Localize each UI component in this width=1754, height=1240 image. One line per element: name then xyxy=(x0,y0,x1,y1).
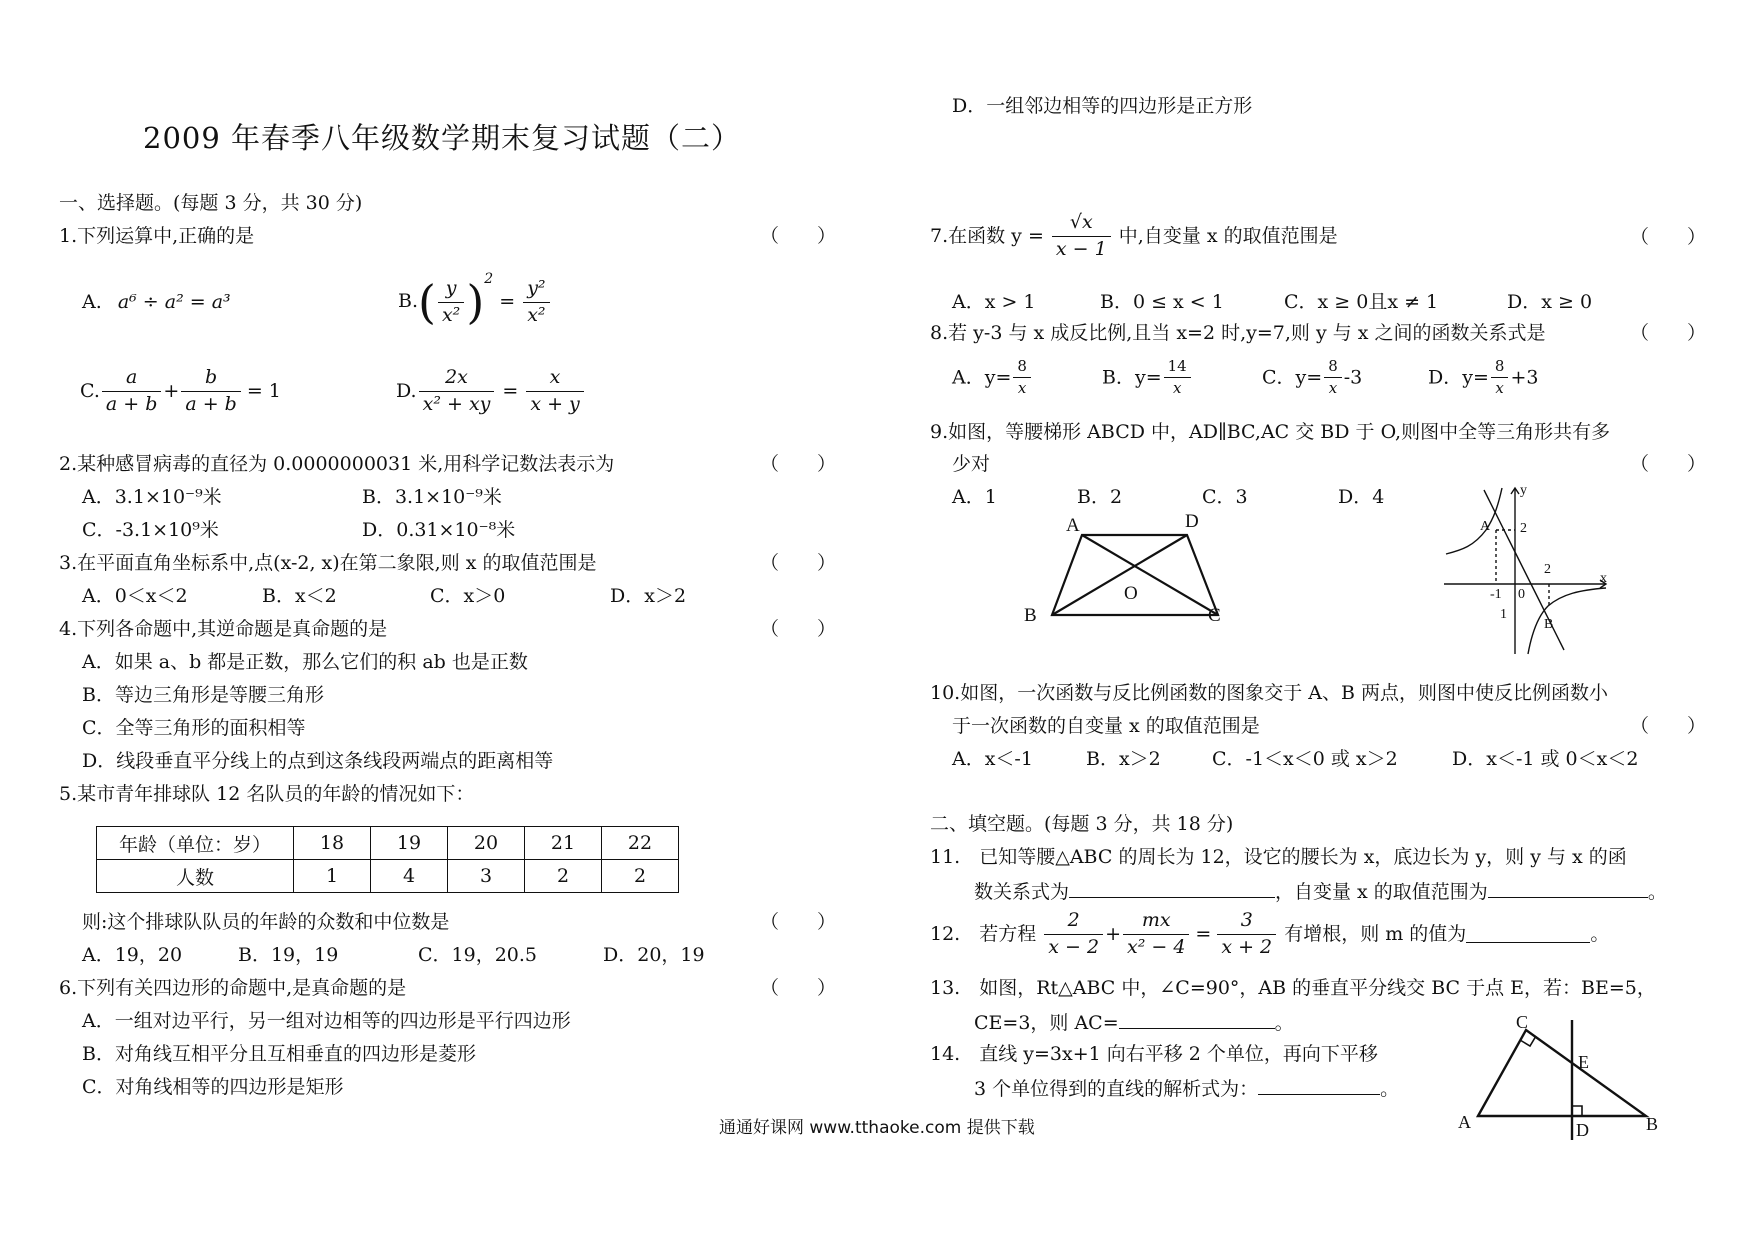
q2-answer-paren: （ ） xyxy=(760,453,837,475)
q11-blank-range xyxy=(1488,881,1648,898)
right-triangle-figure xyxy=(1450,1012,1660,1142)
q4-option-c: C．全等三角形的面积相等 xyxy=(82,717,306,739)
q6-answer-paren: （ ） xyxy=(760,977,837,999)
q1-option-b: B.( $\frac{y}{\text{x²}}$ )$^2$ = $\frac{\text{y²}}{\text{x²}}$ xyxy=(398,272,552,326)
table-cell: 2 xyxy=(525,860,602,893)
graph-label-b: B xyxy=(1544,617,1554,632)
fig-label-a: A xyxy=(1066,515,1080,536)
q7-option-b: B．0 ≤ x < 1 xyxy=(1100,291,1224,313)
q6-option-b: B．对角线互相平分且互相垂直的四边形是菱形 xyxy=(82,1043,476,1065)
graph-tick-2-x: 2 xyxy=(1544,562,1551,577)
q10-stem-line2: 于一次函数的自变量 x 的取值范围是 xyxy=(952,715,1260,737)
q9-answer-paren: （ ） xyxy=(1630,453,1707,475)
q1-a-label: A. xyxy=(82,291,102,313)
q5-stem: 5.某市青年排球队 12 名队员的年龄的情况如下： xyxy=(59,783,475,805)
table-cell: 2 xyxy=(602,860,679,893)
q8-option-b: B．y= $\frac{14}{x}$ xyxy=(1102,358,1193,398)
q8-option-d: D．y= $\frac{8}{x}$ +3 xyxy=(1428,357,1539,398)
q9-stem-line1: 9.如图，等腰梯形 ABCD 中，AD∥BC,AC 交 BD 于 O,则图中全等三角形共有多 xyxy=(930,421,1611,443)
q4-option-a: A．如果 a、b 都是正数，那么它们的积 ab 也是正数 xyxy=(82,651,528,673)
graph-tick-2: 2 xyxy=(1520,521,1527,536)
q1-b-label: B. xyxy=(398,290,419,312)
q6-stem: 6.下列有关四边形的命题中,是真命题的是 xyxy=(59,977,407,999)
q10-option-d: D．x＜-1 或 0＜x＜2 xyxy=(1452,748,1639,770)
graph-label-a: A xyxy=(1480,519,1491,534)
q8-option-c: C．y= $\frac{8}{x}$ -3 xyxy=(1262,357,1363,398)
q5-option-a: A．19，20 xyxy=(82,944,183,966)
q10-option-a: A．x＜-1 xyxy=(952,748,1033,770)
graph-x-label: x xyxy=(1600,571,1607,586)
q1-a-expr: a⁶ ÷ a² = a³ xyxy=(117,291,231,313)
q9-option-b: B．2 xyxy=(1077,486,1123,508)
table-cell: 1 xyxy=(294,860,371,893)
q5-question: 则:这个排球队队员的年龄的众数和中位数是 xyxy=(82,911,450,933)
q1-b-frac: $\frac{y}{\text{x²}}$ xyxy=(438,278,464,327)
q4-option-d: D．线段垂直平分线上的点到这条线段两端点的距离相等 xyxy=(82,750,554,772)
table-row xyxy=(97,860,679,893)
q1-answer-paren: （ ） xyxy=(760,225,837,247)
tri-label-a: A xyxy=(1458,1112,1471,1132)
table-cell: 21 xyxy=(525,827,602,860)
q1-option-c: C. $\frac{a}{a + b}$ + $\frac{b}{a + b}$ = 1 xyxy=(80,366,281,415)
q7-option-d: D．x ≥ 0 xyxy=(1507,291,1593,313)
table-cell: 3 xyxy=(448,860,525,893)
q5-option-d: D．20，19 xyxy=(603,944,705,966)
q1-option-a xyxy=(82,293,231,312)
q6-option-d: D．一组邻边相等的四边形是正方形 xyxy=(952,95,1253,117)
q2-option-c: C．-3.1×10⁹米 xyxy=(82,519,219,541)
q6-option-a: A．一组对边平行，另一组对边相等的四边形是平行四边形 xyxy=(82,1010,571,1032)
q8-stem: 8.若 y-3 与 x 成反比例,且当 x=2 时,y=7,则 y 与 x 之间的函数关系式是 xyxy=(930,322,1546,344)
q1-b-power: 2 xyxy=(484,271,494,287)
q8-option-a: A．y= $\frac{8}{x}$ xyxy=(952,358,1033,398)
q5-answer-paren: （ ） xyxy=(760,911,837,933)
q6-option-c: C．对角线相等的四边形是矩形 xyxy=(82,1076,344,1098)
fig-label-d: D xyxy=(1185,511,1199,532)
q4-stem: 4.下列各命题中,其逆命题是真命题的是 xyxy=(59,618,388,640)
q3-option-d: D．x＞2 xyxy=(610,585,687,607)
section-1-heading: 一、选择题。(每题 3 分，共 30 分) xyxy=(59,192,363,214)
q11-line2: 数关系式为 ，自变量 x 的取值范围为 。 xyxy=(974,881,1667,903)
tri-label-d: D xyxy=(1576,1120,1589,1140)
q3-option-c: C．x＞0 xyxy=(430,585,506,607)
q1-stem: 1.下列运算中,正确的是 xyxy=(59,225,255,247)
q10-answer-paren: （ ） xyxy=(1630,715,1707,737)
q9-option-a: A．1 xyxy=(952,486,997,508)
table-row xyxy=(97,827,679,860)
q10-option-c: C．-1＜x＜0 或 x＞2 xyxy=(1212,748,1398,770)
q5-option-c: C．19，20.5 xyxy=(418,944,538,966)
tri-label-b: B xyxy=(1646,1114,1659,1134)
q7-answer-paren: （ ） xyxy=(1630,226,1707,248)
graph-y-label: y xyxy=(1520,483,1527,498)
graph-tick-neg1: -1 xyxy=(1490,587,1502,602)
q7-stem: 7.在函数 y = $\frac{√x}{x - 1}$ 中,自变量 x 的取值范围是 xyxy=(930,211,1338,260)
q14-blank xyxy=(1258,1078,1380,1095)
q14-line1: 14. 直线 y=3x+1 向右平移 2 个单位，再向下平移 xyxy=(930,1043,1378,1065)
table-header-count: 人数 xyxy=(97,860,294,893)
q2-option-b: B．3.1×10⁻⁹米 xyxy=(362,486,502,508)
table-cell: 19 xyxy=(371,827,448,860)
q12-blank xyxy=(1466,926,1590,943)
fig-label-c: C xyxy=(1208,605,1221,626)
graph-tick-1: 1 xyxy=(1500,607,1507,622)
tri-label-e: E xyxy=(1578,1052,1589,1072)
table-header-age: 年龄（单位：岁） xyxy=(97,827,294,860)
tri-label-c: C xyxy=(1516,1012,1529,1032)
q2-option-d: D．0.31×10⁻⁸米 xyxy=(362,519,516,541)
q1-option-d: D. $\frac{2x}{\text{x² + xy}}$ = $\frac{x}{x + y}$ xyxy=(396,367,586,416)
q7-option-a: A．x > 1 xyxy=(952,291,1036,313)
q9-stem-line2: 少对 xyxy=(952,453,991,475)
q13-line2: CE=3，则 AC= 。 xyxy=(974,1012,1294,1034)
q9-option-c: C．3 xyxy=(1202,486,1248,508)
section-2-heading: 二、填空题。(每题 3 分，共 18 分) xyxy=(930,813,1234,835)
q2-option-a: A．3.1×10⁻⁹米 xyxy=(82,486,222,508)
q1-b-rhs-frac: $\frac{\text{y²}}{\text{x²}}$ xyxy=(523,278,549,327)
q4-answer-paren: （ ） xyxy=(760,618,837,640)
q11-blank-function xyxy=(1069,881,1275,898)
table-cell: 4 xyxy=(371,860,448,893)
table-cell: 22 xyxy=(602,827,679,860)
q3-option-a: A．0＜x＜2 xyxy=(82,585,188,607)
q14-line2: 3 个单位得到的直线的解析式为： 。 xyxy=(974,1078,1400,1100)
footer-credit: 通通好课网 www.tthaoke.com 提供下载 xyxy=(719,1118,1035,1138)
fig-label-b: B xyxy=(1024,605,1037,626)
q8-answer-paren: （ ） xyxy=(1630,322,1707,344)
q9-option-d: D．4 xyxy=(1338,486,1385,508)
table-cell: 18 xyxy=(294,827,371,860)
q7-denominator: x − 1 xyxy=(1055,237,1107,260)
q13-blank xyxy=(1119,1012,1275,1029)
q2-stem: 2.某种感冒病毒的直径为 0.0000000031 米,用科学记数法表示为 xyxy=(59,453,615,475)
trapezoid-figure xyxy=(1012,505,1232,635)
q3-stem: 3.在平面直角坐标系中,点(x-2, x)在第二象限,则 x 的取值范围是 xyxy=(59,552,597,574)
graph-tick-0: 0 xyxy=(1518,587,1525,602)
fig-label-o: O xyxy=(1124,583,1138,604)
q10-stem-line1: 10.如图，一次函数与反比例函数的图象交于 A、B 两点，则图中使反比例函数小 xyxy=(930,682,1608,704)
page-title: 2009 年春季八年级数学期末复习试题（二） xyxy=(143,121,742,155)
age-table xyxy=(96,826,679,893)
q7-numerator: √x xyxy=(1052,212,1111,237)
q10-option-b: B．x＞2 xyxy=(1086,748,1161,770)
q3-answer-paren: （ ） xyxy=(760,552,837,574)
function-graph-figure xyxy=(1440,482,1620,657)
q11-line1: 11. 已知等腰△ABC 的周长为 12，设它的腰长为 x，底边长为 y，则 y 与 x 的函 xyxy=(930,846,1627,868)
q3-option-b: B．x＜2 xyxy=(262,585,337,607)
q13-line1: 13. 如图，Rt△ABC 中，∠C=90°，AB 的垂直平分线交 BC 于点 E，若：BE=5， xyxy=(930,977,1656,999)
q5-option-b: B．19，19 xyxy=(238,944,339,966)
table-cell: 20 xyxy=(448,827,525,860)
q7-option-c: C．x ≥ 0且x ≠ 1 xyxy=(1284,291,1439,313)
q12-line: 12. 若方程 $\frac{2}{x - 2}$ + $\frac{mx}{\text{x² − 4}}$ = $\frac{3}{x + 2}$ 有增根，则 m 的值为 。 xyxy=(930,909,1610,958)
q4-option-b: B．等边三角形是等腰三角形 xyxy=(82,684,324,706)
